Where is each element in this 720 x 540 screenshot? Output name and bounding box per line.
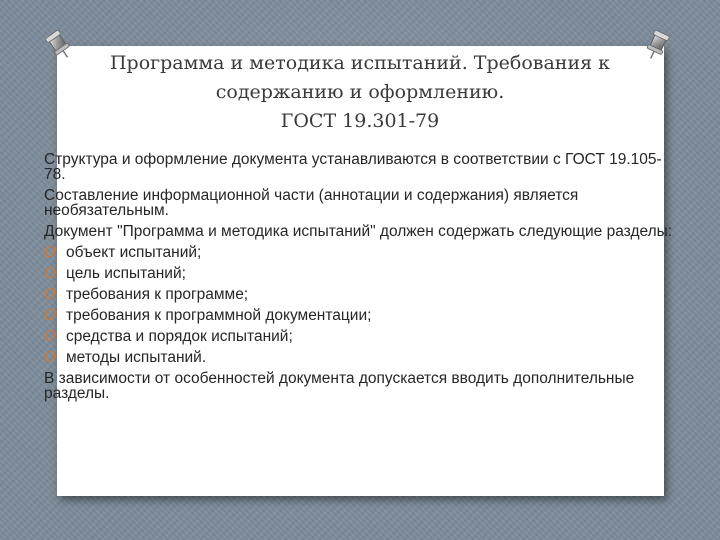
- list-item: [44, 287, 674, 302]
- list-item-label: требования к программной документации;: [66, 307, 372, 324]
- list-item-label: требования к программе;: [66, 286, 249, 303]
- bullet-icon: O: [44, 264, 57, 282]
- list-item: [44, 308, 674, 323]
- title-line: Программа и методика испытаний. Требования к: [109, 52, 611, 74]
- title-line: содержанию и оформлению.: [215, 81, 505, 103]
- bullet-icon: O: [44, 243, 57, 261]
- slide-title: [70, 49, 650, 136]
- paragraph: Структура и оформление документа устанавливаются в соответствии с ГОСТ 19.105-78.: [44, 151, 662, 183]
- list-item-label: цель испытаний;: [66, 265, 186, 282]
- closing-paragraph: В зависимости от особенностей документа допускается вводить дополнительные разделы.: [44, 370, 635, 402]
- list-item: [44, 266, 674, 281]
- paragraph: Составление информационной части (аннотации и содержания) является необязательным.: [44, 187, 579, 219]
- list-item-label: методы испытаний.: [66, 349, 207, 366]
- paragraph: Документ "Программа и методика испытаний" должен содержать следующие разделы:: [44, 223, 673, 240]
- slide-body: [44, 152, 674, 407]
- list-item: [44, 245, 674, 260]
- bullet-icon: O: [44, 327, 57, 345]
- list-item-label: объект испытаний;: [66, 244, 202, 261]
- bullet-icon: O: [44, 348, 57, 366]
- bullet-icon: O: [44, 306, 57, 324]
- title-line: ГОСТ 19.301-79: [280, 110, 440, 132]
- list-item: [44, 350, 674, 365]
- list-item: [44, 329, 674, 344]
- section-list: [44, 245, 674, 365]
- bullet-icon: O: [44, 285, 57, 303]
- list-item-label: средства и порядок испытаний;: [66, 328, 293, 345]
